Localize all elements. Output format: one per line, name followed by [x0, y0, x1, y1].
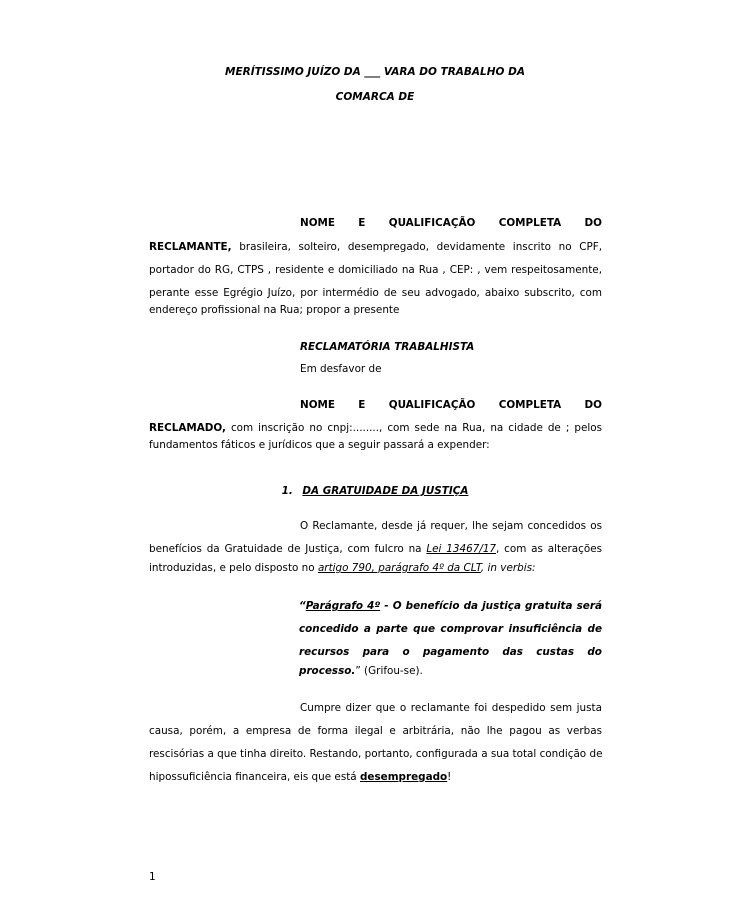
p1-line3-text: introduzidas, e pelo disposto no	[149, 562, 315, 574]
action-against: Em desfavor de	[300, 363, 382, 375]
quote-line3	[299, 645, 602, 659]
defendant-name: RECLAMADO,	[149, 422, 226, 434]
quote-word: custas	[536, 646, 575, 658]
quote-open: “	[299, 600, 306, 612]
page-number: 1	[149, 871, 156, 883]
p2-line4	[149, 770, 602, 784]
quote-word: para	[362, 646, 390, 658]
section1-title: DA GRATUIDADE DA JUSTIÇA	[302, 485, 469, 497]
defendant-heading	[300, 398, 602, 412]
p1-line2-text-end: , com as alterações	[496, 543, 603, 555]
plaintiff-line2: portador do RG, CTPS , residente e domiciliado na Rua , CEP: , vem respeitosamente,	[149, 264, 602, 276]
p2-line1: Cumpre dizer que o reclamante foi despedido sem justa	[300, 702, 602, 714]
quote-line1-text: - O benefício da justiça gratuita será	[380, 600, 602, 612]
heading-word: COMPLETA	[498, 217, 562, 229]
quote-line4	[299, 664, 602, 678]
quote-word: pagamento	[422, 646, 490, 658]
p2-line3: rescisórias a que tinha direito. Restando, portanto, configurada a sua total condição de	[149, 748, 603, 760]
quote-end-bold: processo.	[299, 665, 356, 677]
p1-line3	[149, 561, 602, 575]
defendant-line2: fundamentos fáticos e jurídicos que a seguir passará a expender:	[149, 439, 490, 451]
plaintiff-line1-text: brasileira, solteiro, desempregado, devidamente inscrito no CPF,	[239, 241, 602, 253]
heading-word: COMPLETA	[498, 399, 562, 411]
heading-word: QUALIFICAÇÃO	[388, 399, 476, 411]
quote-line1	[299, 599, 602, 613]
court-heading-line1: MERÍTISSIMO JUÍZO DA ___ VARA DO TRABALHO DA	[225, 66, 525, 78]
heading-word: E	[358, 217, 366, 229]
section1-number: 1.	[281, 485, 293, 497]
court-heading-line2: COMARCA DE	[335, 91, 415, 103]
p2-line4-text: hipossuficiência financeira, eis que está	[149, 771, 357, 783]
defendant-line1	[149, 421, 602, 435]
heading-word: QUALIFICAÇÃO	[388, 217, 476, 229]
plaintiff-line4: endereço profissional na Rua; propor a presente	[149, 304, 400, 316]
quote-word: o	[402, 646, 410, 658]
quote-end-text: ” (Grifou-se).	[355, 665, 423, 677]
plaintiff-heading	[300, 216, 602, 230]
plaintiff-line3: perante esse Egrégio Juízo, por intermédio de seu advogado, abaixo subscrito, com	[149, 287, 602, 299]
quote-label: Parágrafo 4º	[305, 600, 381, 612]
unemployed-emphasis: desempregado	[359, 771, 448, 783]
p1-line3-text-end: , in verbis:	[480, 562, 536, 574]
quote-line2: concedido a parte que comprovar insuficiência de	[299, 623, 602, 635]
heading-word: NOME	[300, 399, 335, 411]
quote-word: recursos	[299, 646, 350, 658]
p1-line2-text: benefícios da Gratuidade de Justiça, com fulcro na	[149, 543, 422, 555]
action-title: RECLAMATÓRIA TRABALHISTA	[300, 341, 475, 353]
heading-word: NOME	[300, 217, 335, 229]
defendant-line1-text: com inscrição no cnpj:........, com sede na Rua, na cidade de ; pelos	[230, 422, 602, 434]
heading-word: E	[358, 399, 366, 411]
p1-line1: O Reclamante, desde já requer, lhe sejam concedidos os	[300, 520, 602, 532]
law-reference-link[interactable]: Lei 13467/17	[426, 543, 497, 555]
p1-line2	[149, 542, 602, 556]
quote-word: do	[587, 646, 602, 658]
article-reference-link[interactable]: artigo 790, parágrafo 4º da CLT	[317, 562, 481, 574]
heading-word: DO	[584, 217, 602, 229]
section1-heading	[150, 484, 600, 498]
p2-line2: causa, porém, a empresa de forma ilegal e arbitrária, não lhe pagou as verbas	[149, 725, 602, 737]
heading-word: DO	[584, 399, 602, 411]
plaintiff-line1	[149, 240, 602, 254]
quote-word: das	[502, 646, 523, 658]
p2-line4-end: !	[447, 771, 452, 783]
plaintiff-name: RECLAMANTE,	[149, 241, 232, 253]
